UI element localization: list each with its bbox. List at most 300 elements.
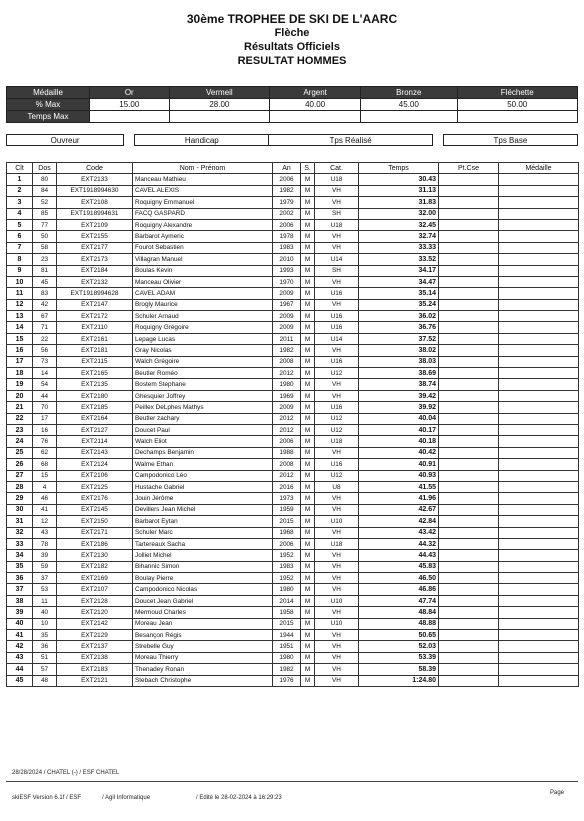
name-cell: Schuler Marc <box>133 527 273 538</box>
points-cell <box>439 379 499 390</box>
bib-cell: 54 <box>33 379 57 390</box>
category-cell: VH <box>315 197 359 208</box>
code-cell: EXT2109 <box>57 219 133 230</box>
event-title: 30ème TROPHEE DE SKI DE L'AARC <box>186 12 398 26</box>
category-cell: VH <box>315 447 359 458</box>
name-cell: Walme Ethan <box>133 459 273 470</box>
year-cell: 2012 <box>273 424 301 435</box>
sex-cell: M <box>301 595 315 606</box>
category-cell: VH <box>315 242 359 253</box>
bib-cell: 45 <box>33 276 57 287</box>
medal-cell <box>499 618 579 629</box>
points-cell <box>439 311 499 322</box>
name-cell: Roquigny Grégoire <box>133 322 273 333</box>
time-cell: 53.39 <box>359 652 439 663</box>
medal-cell <box>499 311 579 322</box>
col-header-code: Code <box>57 163 133 174</box>
official-results-title: Résultats Officiels <box>244 41 340 53</box>
medal-cell <box>499 390 579 401</box>
table-row <box>7 265 579 276</box>
code-cell: EXT1918994628 <box>57 288 133 299</box>
year-cell: 1970 <box>273 276 301 287</box>
time-cell: 35.24 <box>359 299 439 310</box>
table-row <box>7 516 579 527</box>
points-cell <box>439 197 499 208</box>
medal-col-or: Or <box>90 87 170 99</box>
sex-cell: M <box>301 527 315 538</box>
name-cell: Barbarot Aymeric <box>133 231 273 242</box>
time-cell: 46.50 <box>359 573 439 584</box>
table-row <box>7 527 579 538</box>
col-header-name: Nom - Prénom <box>133 163 273 174</box>
medal-cell <box>499 322 579 333</box>
bib-cell: 43 <box>33 527 57 538</box>
medal-cell <box>499 573 579 584</box>
time-cell: 32.00 <box>359 208 439 219</box>
name-cell: Besançon Régis <box>133 630 273 641</box>
category-cell: U18 <box>315 174 359 185</box>
table-row <box>7 276 579 287</box>
code-cell: EXT2132 <box>57 276 133 287</box>
code-cell: EXT2108 <box>57 197 133 208</box>
pct-max-argent: 40.00 <box>270 99 361 111</box>
points-cell <box>439 641 499 652</box>
time-cell: 36.02 <box>359 311 439 322</box>
sex-cell: M <box>301 356 315 367</box>
points-cell <box>439 561 499 572</box>
time-cell: 34.47 <box>359 276 439 287</box>
code-cell: EXT2137 <box>57 641 133 652</box>
name-cell: CAVEL ADAM <box>133 288 273 299</box>
bib-cell: 44 <box>33 390 57 401</box>
code-cell: EXT2135 <box>57 379 133 390</box>
bib-cell: 59 <box>33 561 57 572</box>
year-cell: 1952 <box>273 573 301 584</box>
bib-cell: 85 <box>33 208 57 219</box>
points-cell <box>439 481 499 492</box>
bib-cell: 67 <box>33 311 57 322</box>
code-cell: EXT2185 <box>57 402 133 413</box>
points-cell <box>439 174 499 185</box>
table-row <box>7 436 579 447</box>
bib-cell: 15 <box>33 470 57 481</box>
points-cell <box>439 630 499 641</box>
time-cell: 31.13 <box>359 185 439 196</box>
medal-cell <box>499 219 579 230</box>
time-cell: 36.76 <box>359 322 439 333</box>
name-cell: Lepage Lucas <box>133 333 273 344</box>
pct-max-vermeil: 28.00 <box>169 99 270 111</box>
medal-cell <box>499 368 579 379</box>
rank-cell: 44 <box>7 664 33 675</box>
name-cell: CAVEL ALEXIS <box>133 185 273 196</box>
sex-cell: M <box>301 219 315 230</box>
category-cell: U10 <box>315 618 359 629</box>
table-row <box>7 219 579 230</box>
time-cell: 46.86 <box>359 584 439 595</box>
bib-cell: 41 <box>33 504 57 515</box>
code-cell: EXT2114 <box>57 436 133 447</box>
rank-cell: 10 <box>7 276 33 287</box>
bib-cell: 57 <box>33 664 57 675</box>
sex-cell: M <box>301 584 315 595</box>
bib-cell: 42 <box>33 299 57 310</box>
code-cell: EXT2150 <box>57 516 133 527</box>
sex-cell: M <box>301 299 315 310</box>
year-cell: 1988 <box>273 447 301 458</box>
rank-cell: 29 <box>7 493 33 504</box>
bib-cell: 70 <box>33 402 57 413</box>
rank-cell: 43 <box>7 652 33 663</box>
sex-cell: M <box>301 390 315 401</box>
results-header-row <box>7 163 579 174</box>
code-cell: EXT2173 <box>57 254 133 265</box>
bib-cell: 40 <box>33 607 57 618</box>
name-cell: Gray Nicolas <box>133 345 273 356</box>
time-cell: 32.45 <box>359 219 439 230</box>
code-cell: EXT2145 <box>57 504 133 515</box>
table-row <box>7 208 579 219</box>
name-cell: Strebelle Guy <box>133 641 273 652</box>
time-max-cell <box>169 111 270 123</box>
points-cell <box>439 527 499 538</box>
points-cell <box>439 413 499 424</box>
bib-cell: 81 <box>33 265 57 276</box>
time-cell: 41.55 <box>359 481 439 492</box>
sex-cell: M <box>301 413 315 424</box>
code-cell: EXT2172 <box>57 311 133 322</box>
medal-cell <box>499 470 579 481</box>
code-cell: EXT2181 <box>57 345 133 356</box>
bib-cell: 16 <box>33 424 57 435</box>
bib-cell: 46 <box>33 493 57 504</box>
table-row <box>7 231 579 242</box>
bib-cell: 17 <box>33 413 57 424</box>
points-cell <box>439 652 499 663</box>
year-cell: 2012 <box>273 413 301 424</box>
medal-label: Médaille <box>7 87 90 99</box>
rank-cell: 30 <box>7 504 33 515</box>
time-cell: 40.04 <box>359 413 439 424</box>
time-cell: 40.42 <box>359 447 439 458</box>
medal-cell <box>499 652 579 663</box>
bib-cell: 51 <box>33 652 57 663</box>
points-cell <box>439 493 499 504</box>
code-cell: EXT2164 <box>57 413 133 424</box>
table-row <box>7 413 579 424</box>
points-cell <box>439 390 499 401</box>
code-cell: EXT1918994631 <box>57 208 133 219</box>
table-row <box>7 447 579 458</box>
points-cell <box>439 185 499 196</box>
points-cell <box>439 299 499 310</box>
category-cell: VH <box>315 390 359 401</box>
rank-cell: 45 <box>7 675 33 686</box>
sex-cell: M <box>301 516 315 527</box>
medal-cell <box>499 185 579 196</box>
medal-cell <box>499 174 579 185</box>
time-cell: 50.65 <box>359 630 439 641</box>
document-header <box>0 12 584 68</box>
time-cell: 58.39 <box>359 664 439 675</box>
sex-cell: M <box>301 197 315 208</box>
medal-cell <box>499 356 579 367</box>
code-cell: EXT2147 <box>57 299 133 310</box>
points-cell <box>439 618 499 629</box>
sex-cell: M <box>301 618 315 629</box>
sex-cell: M <box>301 322 315 333</box>
medal-cell <box>499 584 579 595</box>
medal-cell <box>499 231 579 242</box>
table-row <box>7 333 579 344</box>
table-row <box>7 481 579 492</box>
category-cell: VH <box>315 550 359 561</box>
medal-cell <box>499 538 579 549</box>
year-cell: 2015 <box>273 516 301 527</box>
rank-cell: 20 <box>7 390 33 401</box>
time-cell: 40.18 <box>359 436 439 447</box>
sex-cell: M <box>301 481 315 492</box>
code-cell: EXT2120 <box>57 607 133 618</box>
year-cell: 1980 <box>273 379 301 390</box>
table-row <box>7 470 579 481</box>
name-cell: Bostem Stephane <box>133 379 273 390</box>
table-row <box>7 538 579 549</box>
code-cell: EXT2115 <box>57 356 133 367</box>
rank-cell: 23 <box>7 424 33 435</box>
bib-cell: 35 <box>33 630 57 641</box>
points-cell <box>439 231 499 242</box>
code-cell: EXT2125 <box>57 481 133 492</box>
points-cell <box>439 333 499 344</box>
category-cell: U14 <box>315 254 359 265</box>
medal-cell <box>499 345 579 356</box>
name-cell: Walch Grégoire <box>133 356 273 367</box>
points-cell <box>439 459 499 470</box>
name-cell: Moreau Jean <box>133 618 273 629</box>
year-cell: 1993 <box>273 265 301 276</box>
year-cell: 2012 <box>273 470 301 481</box>
sex-cell: M <box>301 493 315 504</box>
col-header-cat: Cat. <box>315 163 359 174</box>
sex-cell: M <box>301 276 315 287</box>
category-cell: VH <box>315 630 359 641</box>
name-cell: Manceau Olivier <box>133 276 273 287</box>
year-cell: 1967 <box>273 299 301 310</box>
medal-cell <box>499 436 579 447</box>
bib-cell: 14 <box>33 368 57 379</box>
time-max-label: Temps Max <box>7 111 90 123</box>
sex-cell: M <box>301 379 315 390</box>
rank-cell: 27 <box>7 470 33 481</box>
year-cell: 2009 <box>273 322 301 333</box>
name-cell: Hustache Gabriel <box>133 481 273 492</box>
code-cell: EXT2177 <box>57 242 133 253</box>
points-cell <box>439 573 499 584</box>
sex-cell: M <box>301 550 315 561</box>
category-cell: VH <box>315 584 359 595</box>
code-cell: EXT2130 <box>57 550 133 561</box>
col-header-medal: Médaille <box>499 163 579 174</box>
rank-cell: 15 <box>7 333 33 344</box>
points-cell <box>439 368 499 379</box>
bib-cell: 50 <box>33 231 57 242</box>
name-cell: Boulay Pierre <box>133 573 273 584</box>
table-row <box>7 641 579 652</box>
time-cell: 42.84 <box>359 516 439 527</box>
year-cell: 2014 <box>273 595 301 606</box>
medal-cell <box>499 413 579 424</box>
rank-cell: 19 <box>7 379 33 390</box>
code-cell: EXT2142 <box>57 618 133 629</box>
time-cell: 44.32 <box>359 538 439 549</box>
bib-cell: 84 <box>33 185 57 196</box>
ouvreur-label: Ouvreur <box>7 135 124 146</box>
sex-cell: M <box>301 345 315 356</box>
footer-edited: / Edité le 28-02-2024 à 16:29:23 <box>196 795 282 801</box>
year-cell: 2016 <box>273 481 301 492</box>
col-header-dos: Dos <box>33 163 57 174</box>
points-cell <box>439 607 499 618</box>
rank-cell: 7 <box>7 242 33 253</box>
medal-cell <box>499 402 579 413</box>
name-cell: Ghesquier Joffrey <box>133 390 273 401</box>
medal-cell <box>499 447 579 458</box>
results-table <box>6 162 579 687</box>
points-cell <box>439 276 499 287</box>
name-cell: Roquigny Emmanuel <box>133 197 273 208</box>
code-cell: EXT2121 <box>57 675 133 686</box>
category-cell: VH <box>315 231 359 242</box>
name-cell: Walch Eliot <box>133 436 273 447</box>
medal-cell <box>499 379 579 390</box>
medal-cell <box>499 424 579 435</box>
medal-cell <box>499 208 579 219</box>
table-row <box>7 345 579 356</box>
name-cell: Schuler Arnaud <box>133 311 273 322</box>
code-cell: EXT2127 <box>57 424 133 435</box>
medal-cell <box>499 561 579 572</box>
points-cell <box>439 550 499 561</box>
year-cell: 2006 <box>273 219 301 230</box>
code-cell: EXT2182 <box>57 561 133 572</box>
name-cell: Thenadey Ronan <box>133 664 273 675</box>
year-cell: 2008 <box>273 356 301 367</box>
name-cell: Campodonico Nicolas <box>133 584 273 595</box>
bib-cell: 39 <box>33 550 57 561</box>
table-row <box>7 595 579 606</box>
table-row <box>7 652 579 663</box>
bib-cell: 62 <box>33 447 57 458</box>
category-cell: U16 <box>315 356 359 367</box>
rank-cell: 33 <box>7 538 33 549</box>
medal-cell <box>499 607 579 618</box>
rank-cell: 35 <box>7 561 33 572</box>
bib-cell: 83 <box>33 288 57 299</box>
rules-row <box>6 134 578 146</box>
time-cell: 38.74 <box>359 379 439 390</box>
rank-cell: 5 <box>7 219 33 230</box>
time-cell: 38.02 <box>359 345 439 356</box>
sex-cell: M <box>301 311 315 322</box>
name-cell: Doucet Jean Gabriel <box>133 595 273 606</box>
category-cell: U16 <box>315 459 359 470</box>
year-cell: 2009 <box>273 311 301 322</box>
rank-cell: 16 <box>7 345 33 356</box>
bib-cell: 53 <box>33 584 57 595</box>
sex-cell: M <box>301 368 315 379</box>
rank-cell: 13 <box>7 311 33 322</box>
bib-cell: 58 <box>33 242 57 253</box>
code-cell: EXT2171 <box>57 527 133 538</box>
category-cell: VH <box>315 185 359 196</box>
sex-cell: M <box>301 208 315 219</box>
points-cell <box>439 208 499 219</box>
category-cell: U12 <box>315 470 359 481</box>
medal-col-flechette: Fléchette <box>457 87 578 99</box>
points-cell <box>439 664 499 675</box>
sex-cell: M <box>301 538 315 549</box>
table-row <box>7 459 579 470</box>
year-cell: 1980 <box>273 584 301 595</box>
rank-cell: 18 <box>7 368 33 379</box>
code-cell: EXT2110 <box>57 322 133 333</box>
rank-cell: 32 <box>7 527 33 538</box>
rank-cell: 21 <box>7 402 33 413</box>
footer-page: Page <box>550 790 565 796</box>
table-row <box>7 607 579 618</box>
rank-cell: 41 <box>7 630 33 641</box>
year-cell: 2015 <box>273 618 301 629</box>
time-max-cell <box>361 111 457 123</box>
year-cell: 2002 <box>273 208 301 219</box>
year-cell: 1969 <box>273 390 301 401</box>
code-cell: EXT2186 <box>57 538 133 549</box>
bib-cell: 36 <box>33 641 57 652</box>
code-cell: EXT2161 <box>57 333 133 344</box>
table-row <box>7 379 579 390</box>
name-cell: Beutler Roméo <box>133 368 273 379</box>
bib-cell: 23 <box>33 254 57 265</box>
table-row <box>7 242 579 253</box>
category-cell: U12 <box>315 424 359 435</box>
category-cell: VH <box>315 493 359 504</box>
year-cell: 1982 <box>273 345 301 356</box>
year-cell: 2010 <box>273 254 301 265</box>
pct-max-flechette: 50.00 <box>457 99 578 111</box>
medal-cell <box>499 675 579 686</box>
table-row <box>7 356 579 367</box>
time-cell: 37.52 <box>359 333 439 344</box>
footer-software: skiESF Version 6.1f / ESF <box>12 795 82 801</box>
bib-cell: 12 <box>33 516 57 527</box>
time-cell: 38.69 <box>359 368 439 379</box>
year-cell: 1973 <box>273 493 301 504</box>
time-cell: 48.88 <box>359 618 439 629</box>
category-cell: SH <box>315 208 359 219</box>
category-cell: U16 <box>315 322 359 333</box>
table-row <box>7 561 579 572</box>
rank-cell: 14 <box>7 322 33 333</box>
sex-cell: M <box>301 470 315 481</box>
year-cell: 2012 <box>273 368 301 379</box>
year-cell: 1968 <box>273 527 301 538</box>
rank-cell: 11 <box>7 288 33 299</box>
rank-cell: 9 <box>7 265 33 276</box>
year-cell: 1978 <box>273 231 301 242</box>
code-cell: EXT2169 <box>57 573 133 584</box>
year-cell: 1980 <box>273 652 301 663</box>
